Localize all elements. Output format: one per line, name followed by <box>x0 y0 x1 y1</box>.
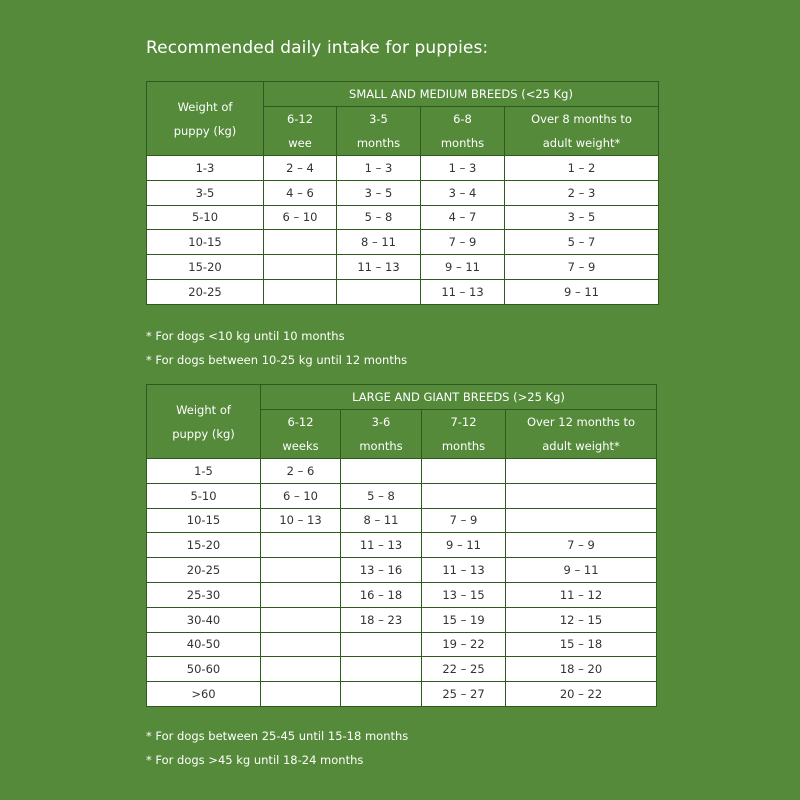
table-header-row <box>147 385 657 410</box>
intake-cell <box>264 230 337 255</box>
age-column-header <box>506 410 657 459</box>
footnote: * For dogs between 25-45 until 15-18 months <box>146 729 409 743</box>
intake-cell: 20 – 22 <box>506 682 657 707</box>
table-row <box>147 483 657 508</box>
intake-cell: 9 – 11 <box>506 558 657 583</box>
table-row <box>147 459 657 484</box>
weight-cell: 25-30 <box>147 582 261 607</box>
intake-cell: 2 – 4 <box>264 156 337 181</box>
intake-cell: 1 – 2 <box>505 156 659 181</box>
age-header-line: 6-8 <box>453 112 472 126</box>
intake-cell: 7 – 9 <box>505 255 659 280</box>
intake-cell: 6 – 10 <box>261 483 341 508</box>
weight-cell: 5-10 <box>147 205 264 230</box>
intake-cell: 11 – 12 <box>506 582 657 607</box>
age-header-line: 7-12 <box>450 415 477 429</box>
age-column-header <box>422 410 506 459</box>
age-column-header <box>505 107 659 156</box>
weight-cell: 30-40 <box>147 607 261 632</box>
weight-cell: 5-10 <box>147 483 261 508</box>
age-column-header <box>341 410 422 459</box>
weight-header <box>147 82 264 156</box>
small-medium-breeds-table <box>146 81 659 305</box>
breed-group-header: LARGE AND GIANT BREEDS (>25 Kg) <box>261 385 657 410</box>
intake-cell: 7 – 9 <box>422 508 506 533</box>
intake-cell: 7 – 9 <box>421 230 505 255</box>
weight-cell: 40-50 <box>147 632 261 657</box>
intake-cell: 19 – 22 <box>422 632 506 657</box>
intake-cell: 11 – 13 <box>422 558 506 583</box>
footnote: * For dogs <10 kg until 10 months <box>146 329 345 343</box>
age-header-line: weeks <box>282 439 319 453</box>
weight-cell: 15-20 <box>147 255 264 280</box>
intake-cell: 8 – 11 <box>337 230 421 255</box>
footnote: * For dogs between 10-25 kg until 12 months <box>146 353 408 367</box>
intake-cell: 1 – 3 <box>337 156 421 181</box>
age-header-line: 3-5 <box>369 112 388 126</box>
intake-cell: 11 – 13 <box>341 533 422 558</box>
table-row <box>147 180 659 205</box>
intake-cell <box>264 279 337 304</box>
table-row <box>147 508 657 533</box>
table-row <box>147 632 657 657</box>
age-header-line: Over 8 months to <box>531 112 632 126</box>
age-header-line: 3-6 <box>371 415 391 429</box>
age-header-line: Over 12 months to <box>526 415 636 429</box>
intake-cell: 8 – 11 <box>341 508 422 533</box>
weight-cell: 15-20 <box>147 533 261 558</box>
table-row <box>147 607 657 632</box>
intake-cell: 2 – 6 <box>261 459 341 484</box>
intake-cell: 11 – 13 <box>421 279 505 304</box>
intake-cell <box>341 632 422 657</box>
weight-cell: 10-15 <box>147 508 261 533</box>
small-medium-footnotes <box>146 324 407 372</box>
footnote: * For dogs >45 kg until 18-24 months <box>146 753 364 767</box>
intake-cell: 3 – 5 <box>505 205 659 230</box>
intake-cell: 9 – 11 <box>421 255 505 280</box>
table-row <box>147 682 657 707</box>
table-row <box>147 657 657 682</box>
table-row <box>147 156 659 181</box>
weight-cell: >60 <box>147 682 261 707</box>
table-row <box>147 279 659 304</box>
large-giant-footnotes <box>146 724 408 772</box>
intake-cell <box>422 483 506 508</box>
age-header-line: 6-12 <box>287 415 314 429</box>
intake-cell: 5 – 8 <box>341 483 422 508</box>
intake-cell: 11 – 13 <box>337 255 421 280</box>
intake-cell <box>261 607 341 632</box>
intake-cell <box>341 682 422 707</box>
intake-cell: 4 – 7 <box>421 205 505 230</box>
age-header-line: wee <box>288 136 312 150</box>
intake-cell: 10 – 13 <box>261 508 341 533</box>
intake-cell: 2 – 3 <box>505 180 659 205</box>
intake-cell: 13 – 16 <box>341 558 422 583</box>
age-header-line: months <box>441 439 486 453</box>
intake-cell: 9 – 11 <box>422 533 506 558</box>
intake-cell <box>261 632 341 657</box>
intake-cell <box>261 682 341 707</box>
table-row <box>147 205 659 230</box>
weight-header-line: puppy (kg) <box>173 123 237 138</box>
intake-cell: 9 – 11 <box>505 279 659 304</box>
age-header-line: months <box>440 136 485 150</box>
intake-cell: 4 – 6 <box>264 180 337 205</box>
weight-cell: 3-5 <box>147 180 264 205</box>
intake-cell: 1 – 3 <box>421 156 505 181</box>
intake-cell <box>264 255 337 280</box>
intake-cell: 15 – 18 <box>506 632 657 657</box>
large-giant-breeds-table <box>146 384 657 707</box>
intake-cell <box>261 657 341 682</box>
breed-group-header: SMALL AND MEDIUM BREEDS (<25 Kg) <box>264 82 659 107</box>
intake-cell: 7 – 9 <box>506 533 657 558</box>
weight-header-line: Weight of <box>176 402 231 417</box>
intake-cell <box>506 508 657 533</box>
intake-cell <box>261 533 341 558</box>
intake-cell <box>341 657 422 682</box>
intake-cell <box>422 459 506 484</box>
intake-cell: 18 – 23 <box>341 607 422 632</box>
age-header-line: months <box>356 136 401 150</box>
age-header-line: months <box>359 439 403 453</box>
intake-cell: 16 – 18 <box>341 582 422 607</box>
age-column-header <box>261 410 341 459</box>
age-column-header <box>421 107 505 156</box>
intake-cell: 5 – 7 <box>505 230 659 255</box>
intake-cell: 12 – 15 <box>506 607 657 632</box>
weight-cell: 10-15 <box>147 230 264 255</box>
intake-cell: 25 – 27 <box>422 682 506 707</box>
table-row <box>147 255 659 280</box>
intake-cell <box>506 483 657 508</box>
intake-cell: 13 – 15 <box>422 582 506 607</box>
page-title: Recommended daily intake for puppies: <box>146 38 489 58</box>
intake-cell: 22 – 25 <box>422 657 506 682</box>
table-row <box>147 558 657 583</box>
intake-cell: 3 – 5 <box>337 180 421 205</box>
age-header-line: adult weight* <box>542 136 621 150</box>
table-row <box>147 533 657 558</box>
intake-cell <box>337 279 421 304</box>
intake-cell <box>261 558 341 583</box>
intake-cell: 18 – 20 <box>506 657 657 682</box>
table-row <box>147 582 657 607</box>
weight-cell: 50-60 <box>147 657 261 682</box>
table-header-row <box>147 82 659 107</box>
age-header-line: adult weight* <box>542 439 620 453</box>
weight-cell: 1-5 <box>147 459 261 484</box>
weight-header-line: puppy (kg) <box>172 426 235 441</box>
intake-cell: 15 – 19 <box>422 607 506 632</box>
age-column-header <box>337 107 421 156</box>
intake-cell: 6 – 10 <box>264 205 337 230</box>
intake-cell <box>341 459 422 484</box>
intake-cell: 3 – 4 <box>421 180 505 205</box>
intake-cell: 5 – 8 <box>337 205 421 230</box>
weight-header <box>147 385 261 459</box>
weight-cell: 20-25 <box>147 558 261 583</box>
intake-cell <box>261 582 341 607</box>
age-column-header <box>264 107 337 156</box>
weight-cell: 20-25 <box>147 279 264 304</box>
age-header-line: 6-12 <box>286 112 314 126</box>
weight-cell: 1-3 <box>147 156 264 181</box>
table-row <box>147 230 659 255</box>
intake-cell <box>506 459 657 484</box>
weight-header-line: Weight of <box>177 99 233 114</box>
